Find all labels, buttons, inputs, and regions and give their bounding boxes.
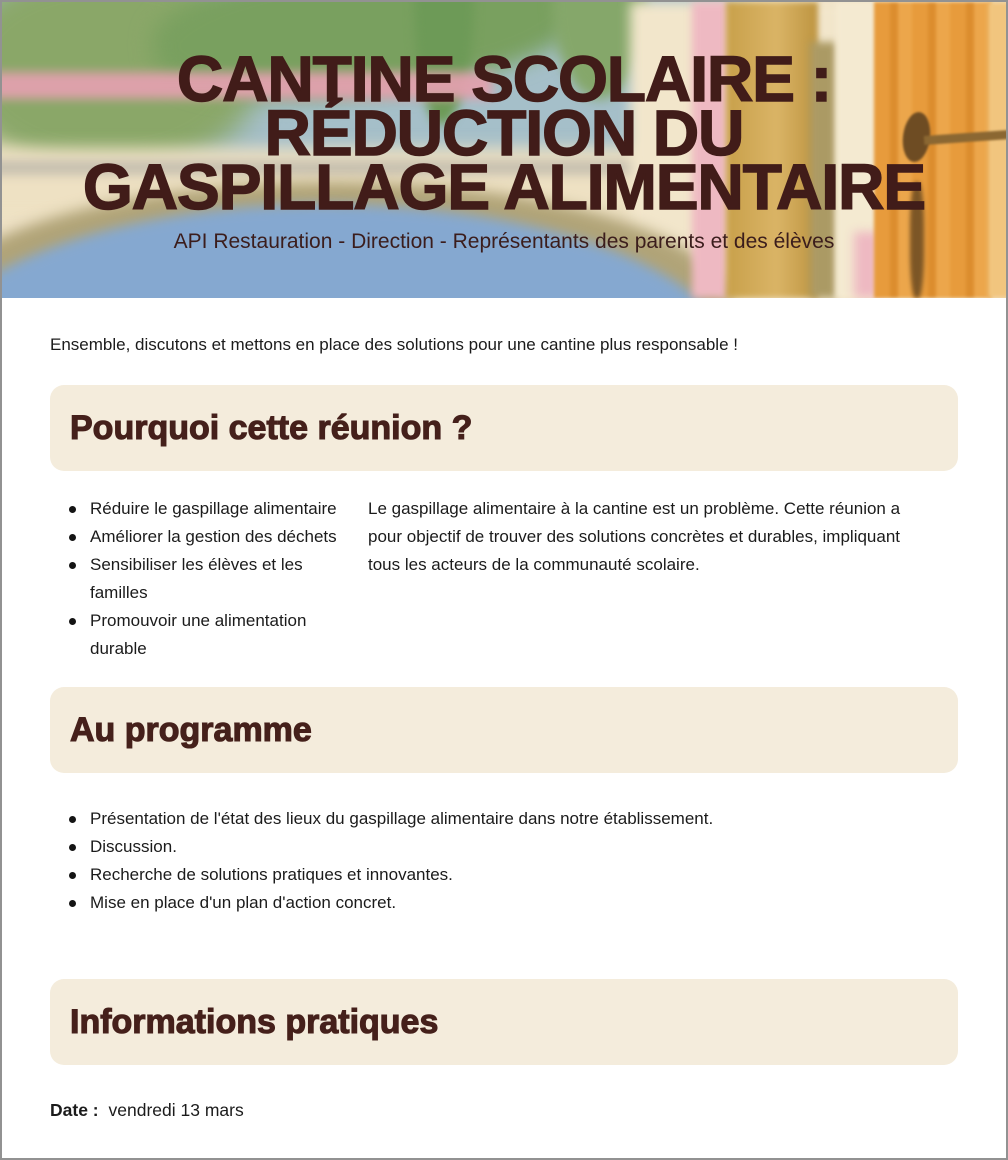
objectives-list	[50, 495, 340, 663]
section-heading-programme: Au programme	[70, 711, 312, 749]
hero-header	[2, 2, 1006, 298]
list-item: Sensibiliser les élèves et les familles	[50, 551, 340, 607]
section-heading-infos: Informations pratiques	[70, 1003, 439, 1041]
section-pourquoi	[50, 385, 958, 663]
section-programme	[50, 687, 958, 917]
section-heading-box-pourquoi	[50, 385, 958, 471]
list-item: Recherche de solutions pratiques et innovantes.	[50, 861, 958, 889]
page-subtitle: API Restauration - Direction - Représentants des parents et des élèves	[173, 230, 835, 253]
two-column-content	[50, 495, 958, 663]
page-title-line-3: GASPILLAGE ALIMENTAIRE	[83, 151, 925, 223]
section-heading-box-programme	[50, 687, 958, 773]
hero-text-block	[2, 2, 1006, 298]
section-heading-box-infos	[50, 979, 958, 1065]
date-line	[50, 1096, 958, 1124]
list-item: Mise en place d'un plan d'action concret.	[50, 889, 958, 917]
list-item: Réduire le gaspillage alimentaire	[50, 495, 340, 523]
list-item: Promouvoir une alimentation durable	[50, 607, 340, 663]
context-paragraph: Le gaspillage alimentaire à la cantine est un problème. Cette réunion a pour objectif de trouver des solutions concrètes et durables, impliquant tous les acteurs de la communauté scolaire.	[368, 499, 901, 574]
page-title-line-2: RÉDUCTION DU	[264, 97, 744, 169]
programme-list	[50, 805, 958, 917]
page-title-line-1: CANTINE SCOLAIRE :	[177, 43, 831, 115]
page-title	[83, 43, 925, 223]
intro-text: Ensemble, discutons et mettons en place des solutions pour une cantine plus responsable !	[50, 335, 738, 354]
list-item: Discussion.	[50, 833, 958, 861]
section-heading-pourquoi: Pourquoi cette réunion ?	[70, 409, 473, 447]
list-item: Améliorer la gestion des déchets	[50, 523, 340, 551]
document-body	[2, 331, 1006, 1124]
list-item: Présentation de l'état des lieux du gaspillage alimentaire dans notre établissement.	[50, 805, 958, 833]
section-infos	[50, 979, 958, 1124]
date-value: vendredi 13 mars	[108, 1100, 244, 1120]
date-label: Date :	[50, 1100, 99, 1120]
